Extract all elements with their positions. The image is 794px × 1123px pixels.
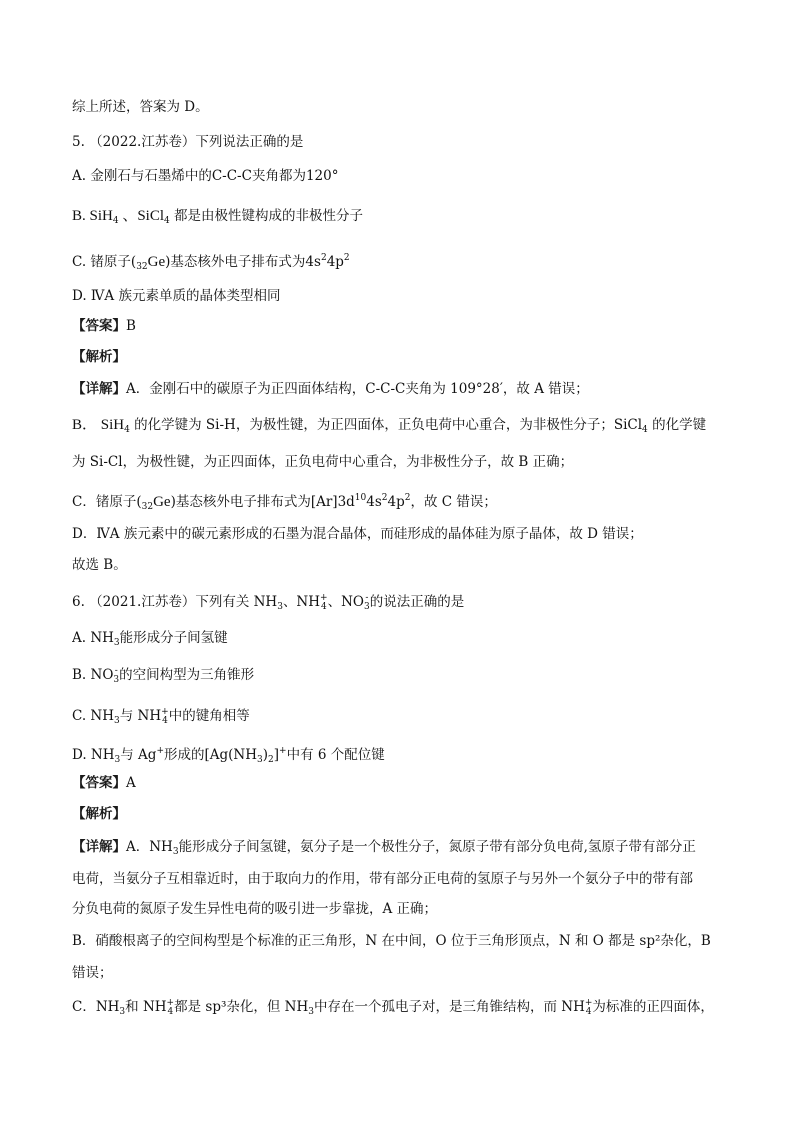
subscript: 4 <box>112 216 119 226</box>
line-text: 中存在一个孤电子对，是三角锥结构，而 NH <box>313 999 585 1015</box>
subscript: 3 <box>114 755 121 765</box>
detail-label: 【详解】 <box>72 381 126 397</box>
superscript: + <box>279 746 287 756</box>
subscript: 3 <box>113 638 120 648</box>
subscript: 3 <box>277 602 283 612</box>
superscript: - <box>365 592 369 603</box>
detail-6-c <box>72 997 722 1022</box>
line-text: D. ⅣA 族元素单质的晶体类型相同 <box>72 288 281 304</box>
subscript: 4 <box>642 425 648 435</box>
analysis-label: 【解析】 <box>72 349 126 365</box>
subscript: 3 <box>308 1007 314 1017</box>
superscript: 2 <box>381 493 388 503</box>
detail-6-b-cont <box>72 963 722 983</box>
superscript: + <box>161 706 169 717</box>
line-text: 4s <box>366 494 382 510</box>
line-text: 为标准的正四面体， <box>592 999 714 1015</box>
formula-text: 、SiCl <box>118 208 165 224</box>
line-text: 中有 6 个配位键 <box>286 747 385 763</box>
subscript: 3 <box>113 674 120 685</box>
line-text: C. 锗原子( <box>72 254 137 270</box>
line-text: 综上所述，答案为 D。 <box>72 99 209 115</box>
line-text: 、NO <box>327 594 364 610</box>
line-text: 能形成分子间氢键，氨分子是一个极性分子，氮原子带有部分负电荷,氢原子带有部分正 <box>178 839 696 855</box>
formula-text: Ge <box>153 494 171 510</box>
line-text: 与 NH <box>119 708 162 724</box>
line-text: 都是由极性键构成的非极性分子 <box>169 208 364 224</box>
detail-5-c <box>72 488 722 517</box>
subscript: 3 <box>119 1007 126 1017</box>
line-text: D. NH <box>72 747 115 763</box>
line-text: C．锗原子( <box>72 494 142 510</box>
line-text: 5. （2022.江苏卷）下列说法正确的是 <box>72 134 304 150</box>
line-text: 形成的[Ag(NH <box>163 747 257 763</box>
answer-label: 【答案】 <box>72 775 126 791</box>
line-text: )基态核外电子排布式为[Ar]3d <box>170 494 355 510</box>
answer-value: B <box>126 318 136 334</box>
line-text: C．NH <box>72 999 120 1015</box>
superscript: - <box>114 665 118 676</box>
superscript: 2 <box>404 493 411 503</box>
line-text: A．NH <box>126 839 173 855</box>
subscript: 3 <box>363 601 370 612</box>
line-text: 都是 sp³杂化，但 NH <box>174 999 309 1015</box>
formula-text: B． SiH <box>72 417 125 433</box>
superscript: 10 <box>354 493 367 503</box>
line-text: 故选 B。 <box>72 557 127 573</box>
analysis-6-label <box>72 804 722 824</box>
line-text: 为 Si-Cl，为极性键，为正四面体，正负电荷中心重合，为非极性分子，故 B 正确； <box>72 454 574 470</box>
superscript: + <box>584 997 593 1008</box>
line-text: 电荷，当氨分子互相靠近时，由于取向力的作用，带有部分正电荷的氢原子与另外一个氨分子中的带有部 <box>72 871 693 887</box>
formula-text: B. SiH <box>72 208 113 224</box>
answer-6 <box>72 773 722 793</box>
line-text: ) <box>262 747 269 763</box>
option-5d <box>72 286 722 306</box>
line-text: 能形成分子间氢键 <box>119 630 228 646</box>
subscript: 2 <box>268 755 274 765</box>
line-text: A．金刚石中的碳原子为正四面体结构，C-C-C夹角为 109°28′，故 A 错误； <box>126 381 589 397</box>
formula-text: Ge <box>147 254 166 270</box>
answer-label: 【答案】 <box>72 318 126 334</box>
detail-6-a <box>72 837 722 862</box>
line-text: 4p <box>326 254 344 270</box>
line-text: 的化学键为 Si-H，为极性键，为正四面体，正负电荷中心重合，为非极性分子；SiCl <box>129 417 643 433</box>
text-line <box>72 97 722 117</box>
line-text: 错误； <box>72 965 113 981</box>
subscript: 3 <box>257 755 263 765</box>
line-text: 分负电荷的氮原子发生异性电荷的吸引进一步靠拢，A 正确； <box>72 901 438 917</box>
line-text: A. 金刚石与石墨烯中的C-C-C夹角都为120° <box>72 168 339 184</box>
line-text: A. NH <box>72 630 114 646</box>
line-text: ，故 C 错误； <box>410 494 497 510</box>
detail-5-d <box>72 524 722 544</box>
line-text: 和 NH <box>125 999 167 1015</box>
detail-6-a-cont1 <box>72 869 722 889</box>
question-5-stem <box>72 132 722 152</box>
line-text: 的空间构型为三角锥形 <box>119 667 255 683</box>
line-text: )基态核外电子排布式为4s <box>165 254 321 270</box>
answer-value: A <box>126 775 136 791</box>
line-text: 中的键角相等 <box>168 708 250 724</box>
superscript: + <box>320 592 328 603</box>
subscript: 4 <box>167 1006 174 1017</box>
subscript: 3 <box>114 716 120 726</box>
line-text: 4p <box>387 494 405 510</box>
subscript: 4 <box>585 1006 592 1017</box>
conclusion-5 <box>72 555 722 575</box>
detail-5-b-cont <box>72 452 722 472</box>
subscript: 32 <box>136 262 148 272</box>
analysis-5-label <box>72 347 722 367</box>
subscript: 32 <box>141 502 154 512</box>
option-6b <box>72 665 722 685</box>
option-6a <box>72 628 722 653</box>
superscript: + <box>156 746 164 756</box>
detail-5-b <box>72 415 722 440</box>
line-text: 的说法正确的是 <box>369 594 465 610</box>
superscript: + <box>166 997 175 1008</box>
option-5a <box>72 166 722 186</box>
line-text: ] <box>273 747 280 763</box>
detail-6-a-cont2 <box>72 899 722 919</box>
detail-6-b <box>72 931 722 951</box>
detail-5-a <box>72 379 722 399</box>
option-5b <box>72 206 722 231</box>
detail-label: 【详解】 <box>72 839 126 855</box>
analysis-label: 【解析】 <box>72 806 126 822</box>
question-6-stem <box>72 592 722 617</box>
subscript: 4 <box>162 715 168 726</box>
superscript: 2 <box>343 253 350 263</box>
ion-charge-stack <box>161 708 169 726</box>
line-text: 与 Ag <box>120 747 157 763</box>
subscript: 4 <box>320 601 327 612</box>
ion-charge-stack <box>167 999 175 1017</box>
superscript: 2 <box>320 253 327 263</box>
line-text: 的化学键 <box>647 417 707 433</box>
line-text: B．硝酸根离子的空间构型是个标准的正三角形，N 在中间，O 位于三角形顶点，N 和 O 都是 sp²杂化，B <box>72 933 711 949</box>
option-5c <box>72 248 722 277</box>
line-text: C. NH <box>72 708 115 724</box>
ion-charge-stack <box>320 594 328 612</box>
option-6d <box>72 741 722 770</box>
line-text: 6. （2021.江苏卷）下列有关 NH <box>72 594 278 610</box>
line-text: 、NH <box>282 594 321 610</box>
line-text: D．ⅣA 族元素中的碳元素形成的石墨为混合晶体，而硅形成的晶体硅为原子晶体，故 D 错误； <box>72 526 643 542</box>
subscript: 4 <box>164 216 170 226</box>
option-6c <box>72 706 722 731</box>
answer-5 <box>72 316 722 336</box>
subscript: 3 <box>172 847 179 857</box>
line-text: B. NO <box>72 667 114 683</box>
subscript: 4 <box>124 425 130 435</box>
